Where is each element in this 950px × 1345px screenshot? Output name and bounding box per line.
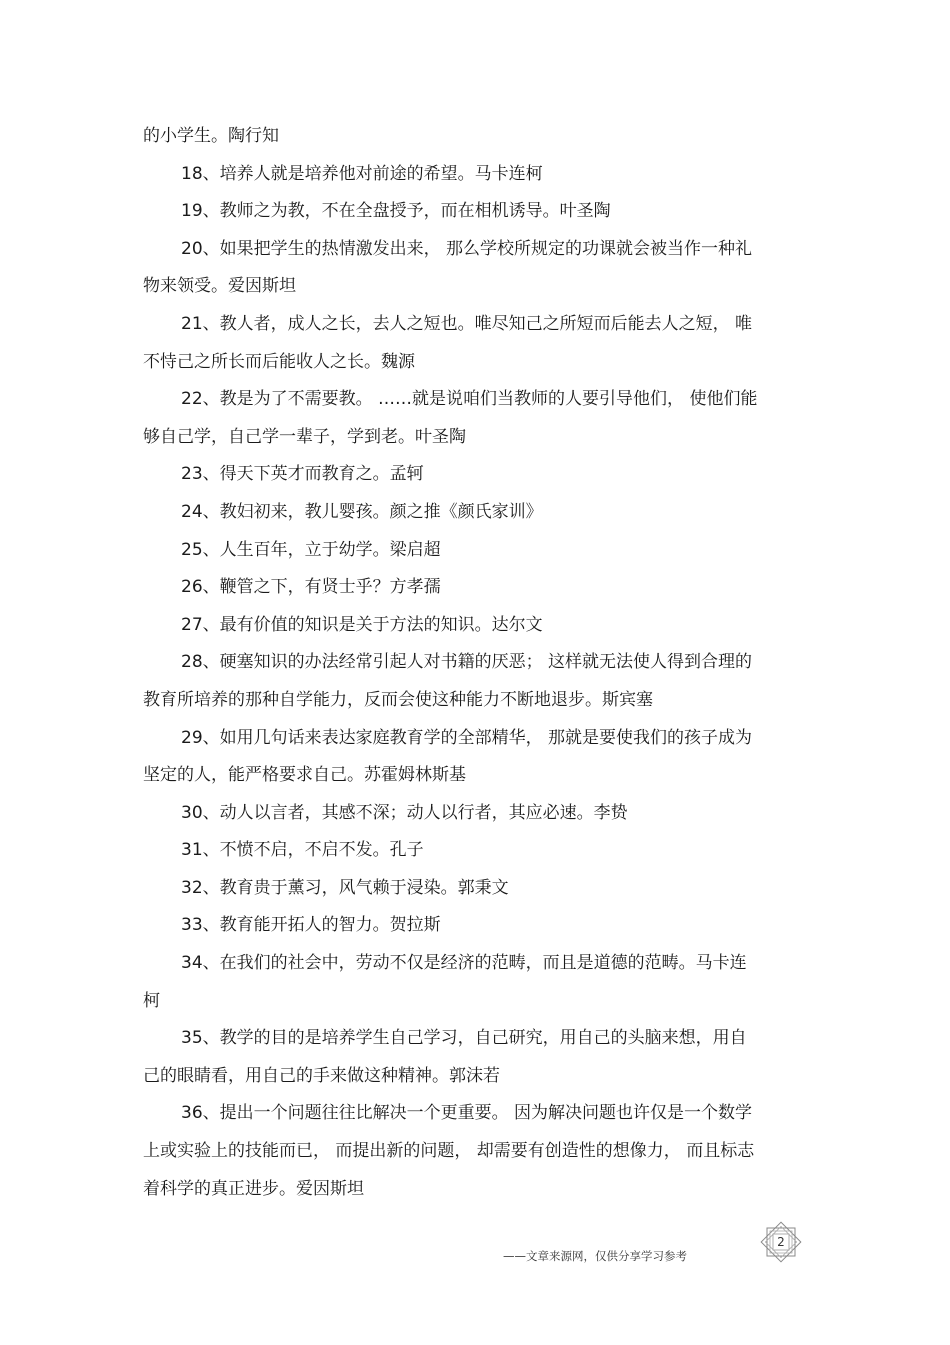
text-line: 26、鞭管之下，有贤士乎？方孝孺 [181,577,441,598]
text-line: 教育所培养的那种自学能力，反而会使这种能力不断地退步。斯宾塞 [143,689,653,710]
text-line: 够自己学，自己学一辈子，学到老。叶圣陶 [143,426,466,447]
text-line: 31、不愤不启，不启不发。孔子 [181,840,424,861]
text-line: 32、教育贵于薰习，风气赖于浸染。郭秉文 [181,877,509,898]
text-line: 己的眼睛看，用自己的手来做这种精神。郭沫若 [143,1065,500,1086]
text-line: 27、最有价值的知识是关于方法的知识。达尔文 [181,614,543,635]
footer-note: ——文章来源网，仅供分享学习参考 [503,1249,687,1263]
text-line: 坚定的人，能严格要求自己。苏霍姆林斯基 [143,765,466,786]
text-line: 着科学的真正进步。爱因斯坦 [143,1178,364,1199]
text-line: 25、人生百年，立于幼学。梁启超 [181,539,441,560]
text-line: 不恃己之所长而后能收人之长。魏源 [143,351,415,372]
text-line: 28、硬塞知识的办法经常引起人对书籍的厌恶； 这样就无法使人得到合理的 [181,652,753,673]
text-line: 22、教是为了不需要教。 ……就是说咱们当教师的人要引导他们， 使他们能 [181,389,758,410]
text-line: 35、教学的目的是培养学生自己学习，自己研究，用自己的头脑来想，用自 [181,1028,747,1049]
text-line: 18、培养人就是培养他对前途的希望。马卡连柯 [181,163,543,184]
text-line: 的小学生。陶行知 [143,126,279,146]
text-line: 20、如果把学生的热情激发出来， 那么学校所规定的功课就会被当作一种礼 [181,238,753,259]
text-line: 21、教人者，成人之长，去人之短也。唯尽知己之所短而后能去人之短， 唯 [181,313,753,334]
text-line: 23、得天下英才而教育之。孟轲 [181,464,424,485]
text-line: 30、动人以言者，其感不深；动人以行者，其应必速。李贽 [181,802,628,823]
text-line: 29、如用几句话来表达家庭教育学的全部精华， 那就是要使我们的孩子成为 [181,727,753,748]
text-line: 柯 [143,990,160,1011]
page-number-badge [757,1218,805,1266]
document-body [143,118,803,1208]
text-line: 24、教妇初来，教儿婴孩。颜之推《颜氏家训》 [181,501,543,522]
text-line: 34、在我们的社会中，劳动不仅是经济的范畴，而且是道德的范畴。马卡连 [181,953,747,974]
text-line: 33、教育能开拓人的智力。贺拉斯 [181,915,441,936]
text-line: 上或实验上的技能而已， 而提出新的问题， 却需要有创造性的想像力， 而且标志 [143,1141,755,1162]
page-number: 2 [777,1235,785,1249]
text-line: 物来领受。爱因斯坦 [143,276,296,297]
text-line: 19、教师之为教，不在全盘授予，而在相机诱导。叶圣陶 [181,201,611,222]
text-line: 36、提出一个问题往往比解决一个更重要。 因为解决问题也许仅是一个数学 [181,1103,753,1124]
